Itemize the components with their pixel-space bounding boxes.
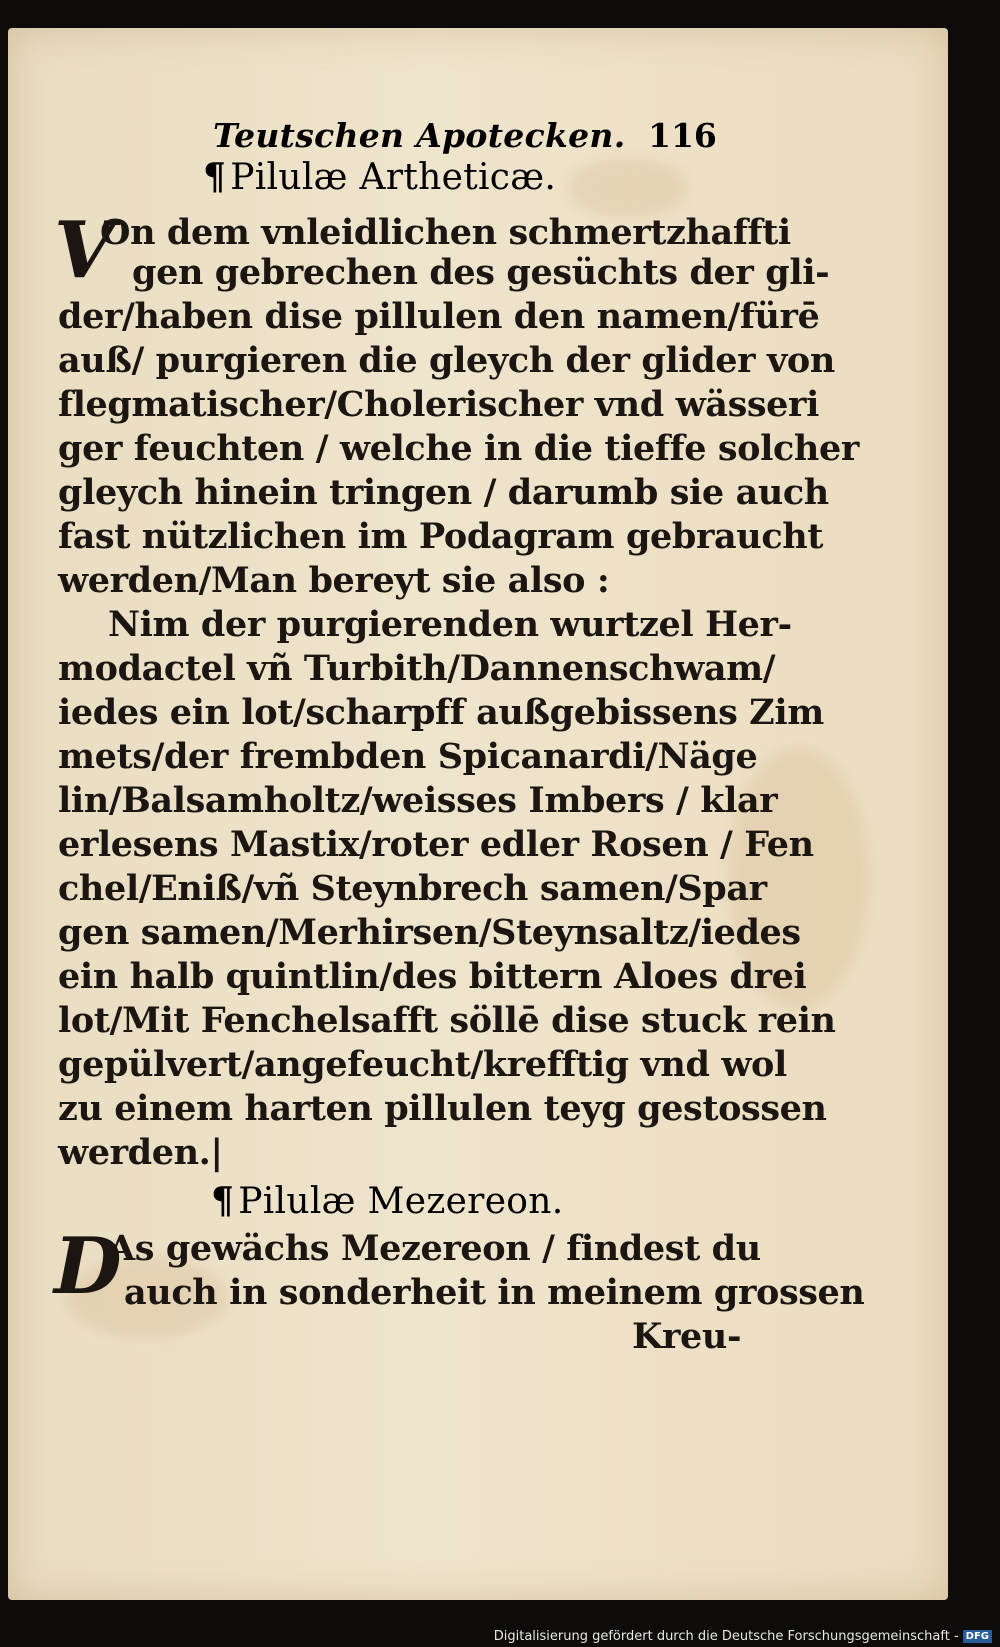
pilcrow-icon: ¶ (211, 1180, 235, 1222)
initial-letter: D (54, 1221, 122, 1312)
text-line: der/haben dise pillulen den namen/fürē (58, 296, 820, 337)
text-line: gen gebrechen des gesüchts der gli- (132, 252, 830, 293)
text-line: iedes ein lot/scharpff außgebissens Zim (58, 692, 824, 733)
text-line: modactel vñ Turbith/Dannenschwam/ (58, 648, 776, 689)
initial-letter: V (54, 205, 115, 296)
running-header: Teutschen Apotecken. (213, 116, 626, 155)
text-line: chel/Eniß/vñ Steynbrech samen/Spar (58, 868, 767, 909)
section-title (211, 1180, 564, 1222)
text-line: On dem vnleidlichen schmertzhaffti (100, 212, 791, 253)
paper-stain (568, 158, 688, 218)
text-line: As gewächs Mezereon / findest du (108, 1228, 761, 1269)
catchword: Kreu- (632, 1316, 742, 1357)
digitization-credit (494, 1627, 992, 1645)
text-line: auß/ purgieren die gleych der glider von (58, 340, 835, 381)
credit-text: Digitalisierung gefördert durch die Deutsche Forschungsgemeinschaft - (493, 1628, 959, 1644)
text-line: gepülvert/angefeucht/krefftig vnd wol (58, 1044, 787, 1085)
text-line: auch in sonderheit in meinem grossen (124, 1272, 865, 1313)
pilcrow-icon: ¶ (203, 156, 227, 198)
text-line: zu einem harten pillulen teyg gestossen (58, 1088, 827, 1129)
text-line: werden/Man bereyt sie also : (58, 560, 610, 601)
text-line: gleych hinein tringen / darumb sie auch (58, 472, 829, 513)
text-line: werden.| (58, 1132, 223, 1173)
text-line: lin/Balsamholtz/weisses Imbers / klar (58, 780, 778, 821)
dfg-logo: DFG (963, 1630, 992, 1643)
section-title-text: Pilulæ Artheticæ. (230, 157, 557, 198)
text-line: Nim der purgierenden wurtzel Her- (108, 604, 792, 645)
text-line: ger feuchten / welche in die tieffe solcher (58, 428, 859, 469)
text-line: erlesens Mastix/roter edler Rosen / Fen (58, 824, 814, 865)
text-line: flegmatischer/Cholerischer vnd wässeri (58, 384, 819, 425)
text-line: lot/Mit Fenchelsafft söllē dise stuck rein (58, 1000, 836, 1041)
section-title-text: Pilulæ Mezereon. (238, 1181, 564, 1222)
text-line: fast nützlichen im Podagram gebraucht (58, 516, 824, 557)
book-page (8, 28, 948, 1600)
section-title (203, 156, 556, 198)
text-line: ein halb quintlin/des bittern Aloes drei (58, 956, 807, 997)
text-line: gen samen/Merhirsen/Steynsaltz/iedes (58, 912, 801, 953)
page-number: 116 (648, 116, 717, 155)
text-line: mets/der frembden Spicanardi/Näge (58, 736, 758, 777)
